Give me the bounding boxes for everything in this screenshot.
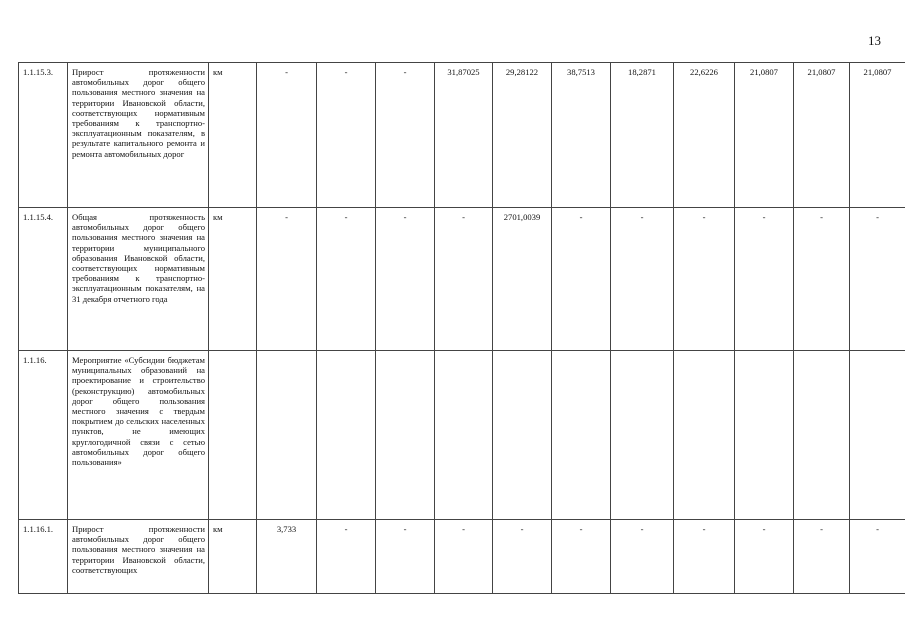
row-code: 1.1.16. [19, 351, 68, 520]
row-value [257, 351, 317, 520]
row-value: - [611, 208, 674, 351]
row-value: - [674, 208, 735, 351]
row-unit [209, 351, 257, 520]
row-unit: км [209, 63, 257, 208]
row-value: - [552, 520, 611, 594]
row-code: 1.1.16.1. [19, 520, 68, 594]
row-value: 38,7513 [552, 63, 611, 208]
table-row [19, 351, 905, 520]
row-value: - [435, 208, 493, 351]
table-row [19, 63, 905, 208]
row-value: 18,2871 [611, 63, 674, 208]
row-value: 21,0807 [850, 63, 905, 208]
row-value: - [435, 520, 493, 594]
row-value: - [735, 520, 794, 594]
row-value [794, 351, 850, 520]
row-value: 2701,0039 [493, 208, 552, 351]
row-value: - [850, 208, 905, 351]
row-value: - [674, 520, 735, 594]
row-value: 29,28122 [493, 63, 552, 208]
row-description: Общая протяженность автомобильных дорог общего пользования местного значения на территории муниципального образования Ивановской области, соответствующих нормативным требованиям к транспортно-эксплуатационным показателям, на 31 декабря отчетного года [68, 208, 209, 351]
row-value: - [257, 63, 317, 208]
row-value [735, 351, 794, 520]
row-value [850, 351, 905, 520]
row-description: Мероприятие «Субсидии бюджетам муниципальных образований на проектирование и строительство (реконструкцию) автомобильных дорог общего пользования местного значения с твердым покрытием до сельских населенных пунктов, не имеющих круглогодичной связи с сетью автомобильных дорог общего пользования» [68, 351, 209, 520]
row-unit: км [209, 520, 257, 594]
row-value: - [317, 208, 376, 351]
row-description: Прирост протяженности автомобильных дорог общего пользования местного значения на территории Ивановской области, соответствующих [68, 520, 209, 594]
row-value: - [317, 520, 376, 594]
row-value: - [493, 520, 552, 594]
table-row [19, 208, 905, 351]
row-value: 3,733 [257, 520, 317, 594]
row-code: 1.1.15.4. [19, 208, 68, 351]
row-value: - [376, 208, 435, 351]
table-row [19, 520, 905, 594]
row-value [552, 351, 611, 520]
row-value: 22,6226 [674, 63, 735, 208]
row-description: Прирост протяженности автомобильных дорог общего пользования местного значения на территории Ивановской области, соответствующих нормативным требованиям к транспортно-эксплуатационным показателям, в результате капитального ремонта и ремонта автомобильных дорог [68, 63, 209, 208]
row-value: - [794, 208, 850, 351]
row-value: - [376, 63, 435, 208]
row-value: 21,0807 [794, 63, 850, 208]
row-value: - [257, 208, 317, 351]
row-value: - [317, 63, 376, 208]
row-value: 21,0807 [735, 63, 794, 208]
row-value [317, 351, 376, 520]
row-value: - [552, 208, 611, 351]
row-value: 31,87025 [435, 63, 493, 208]
row-value: - [850, 520, 905, 594]
row-value [435, 351, 493, 520]
row-code: 1.1.15.3. [19, 63, 68, 208]
row-value: - [735, 208, 794, 351]
row-value: - [794, 520, 850, 594]
row-value [674, 351, 735, 520]
indicators-table [18, 62, 905, 594]
row-value [611, 351, 674, 520]
row-value: - [611, 520, 674, 594]
row-value [376, 351, 435, 520]
row-value [493, 351, 552, 520]
row-unit: км [209, 208, 257, 351]
page-number: 13 [868, 33, 881, 48]
row-value: - [376, 520, 435, 594]
